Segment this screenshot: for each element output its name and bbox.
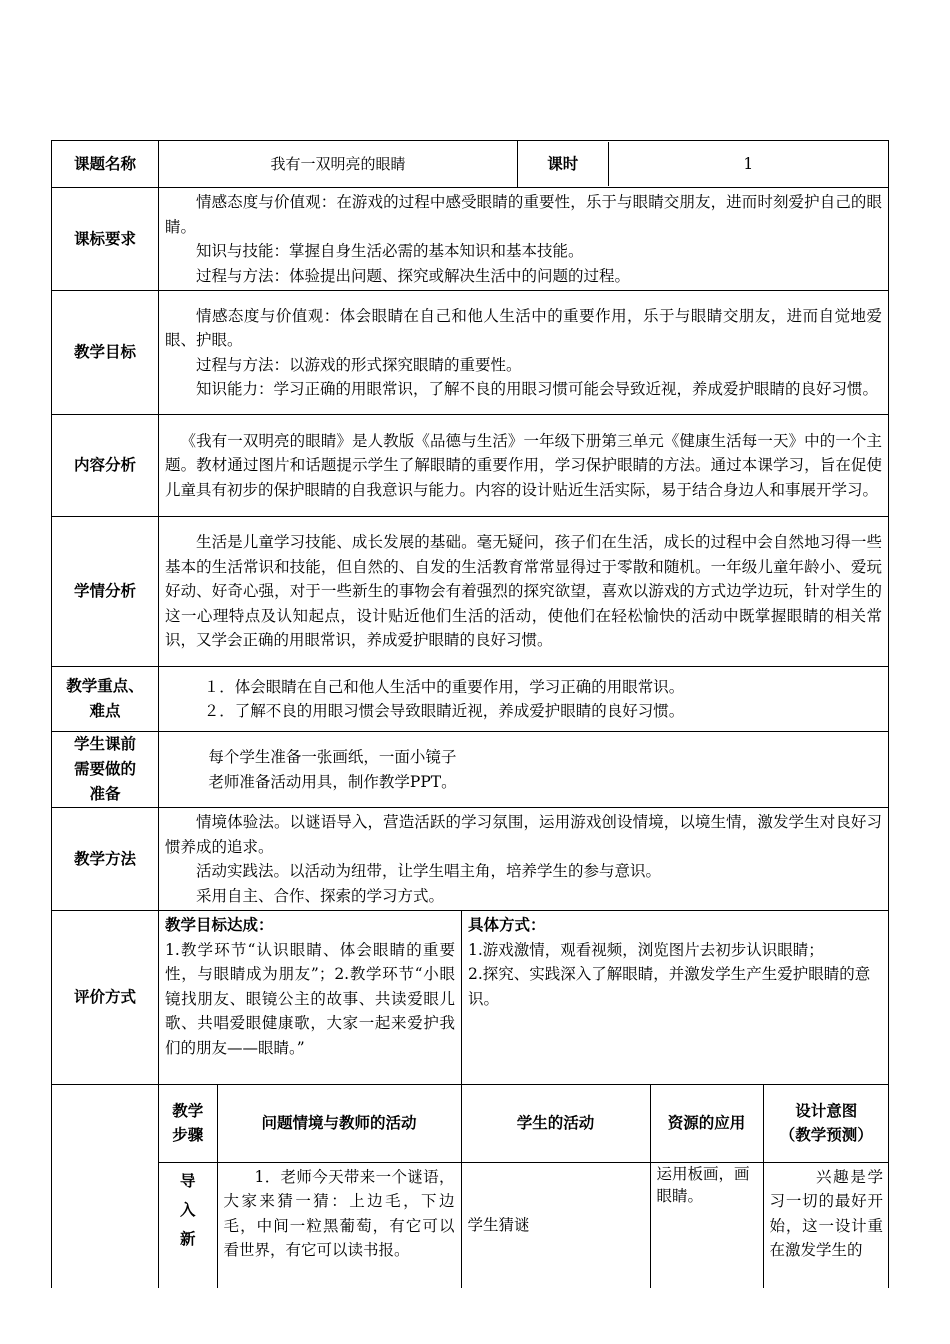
student-analysis-label: 学情分析 (52, 517, 159, 667)
evaluation-right-line: 1.游戏激情，观看视频，浏览图片去初步认识眼睛； (468, 940, 824, 959)
process-row (52, 1085, 889, 1289)
preparation-line: 每个学生准备一张画纸，一面小镜子 (208, 748, 457, 766)
curriculum-line: 过程与方法：体验提出问题、探究或解决生活中的问题的过程。 (196, 266, 631, 285)
curriculum-row (52, 188, 889, 291)
lesson-plan-table (51, 140, 889, 1288)
step-header (159, 1085, 217, 1162)
key-points-label-line: 教学重点、 (66, 677, 144, 695)
period-value: 1 (743, 154, 754, 173)
curriculum-line: 情感态度与价值观：在游戏的过程中感受眼睛的重要性，乐于与眼睛交朋友，进而时刻爱护自己的眼睛。 (165, 193, 883, 236)
preparation-row (52, 732, 889, 808)
step-header-line: 教学 (172, 1101, 204, 1120)
resource-use: 运用板画，画眼睛。 (650, 1162, 763, 1288)
evaluation-right-title: 具体方式： (468, 916, 546, 934)
evaluation-right (462, 911, 889, 1085)
objective-line: 过程与方法：以游戏的形式探究眼睛的重要性。 (196, 355, 522, 374)
preparation-label-line: 学生课前 (73, 735, 136, 753)
methods-label: 教学方法 (52, 808, 159, 911)
preparation-label (52, 732, 159, 808)
method-line: 活动实践法。以活动为纽带，让学生唱主角，培养学生的参与意识。 (196, 862, 662, 880)
topic-label: 课题名称 (52, 141, 159, 188)
step-name: 导 入 新 (159, 1162, 217, 1288)
preparation-text (159, 732, 889, 808)
intent-header (763, 1085, 889, 1162)
objectives-row (52, 291, 889, 415)
evaluation-label: 评价方式 (52, 911, 159, 1085)
methods-row (52, 808, 889, 911)
key-points-row (52, 667, 889, 732)
curriculum-text (159, 188, 889, 291)
preparation-label-line: 需要做的 (73, 760, 136, 778)
topic-row (52, 141, 889, 188)
teacher-header: 问题情境与教师的活动 (217, 1085, 461, 1162)
key-points-label-line: 难点 (89, 702, 121, 720)
intent-header-line: （教学预测） (779, 1126, 873, 1145)
resource-header: 资源的应用 (650, 1085, 763, 1162)
methods-text (159, 808, 889, 911)
key-points-text (159, 667, 889, 732)
evaluation-right-line: 2.探究、实践深入了解眼睛，并激发学生产生爱护眼睛的意识。 (468, 965, 871, 1008)
key-points-label (52, 667, 159, 732)
content-analysis-label: 内容分析 (52, 415, 159, 517)
process-step-row (159, 1162, 889, 1288)
teacher-activity: 1．老师今天带来一个谜语，大家来猜一猜：上边毛，下边毛，中间一粒黑葡萄，有它可以看世界，有它可以读书报。 (223, 1167, 455, 1259)
intent-header-line: 设计意图 (795, 1101, 858, 1120)
objective-line: 情感态度与价值观：体会眼睛在自己和他人生活中的重要作用，乐于与眼睛交朋友，进而自觉地爱眼、护眼。 (165, 306, 883, 349)
student-analysis-row (52, 517, 889, 667)
content-analysis-row (52, 415, 889, 517)
evaluation-left-text: 1.教学环节“认识眼睛、体会眼睛的重要性，与眼睛成为朋友”；2.教学环节“小眼镜找朋友、眼镜公主的故事、共读爱眼儿歌、共唱爱眼健康歌，大家一起来爱护我们的朋友——眼睛。” (165, 940, 455, 1057)
curriculum-line: 知识与技能：掌握自身生活必需的基本知识和基本技能。 (196, 242, 584, 260)
student-activity: 学生猜谜 (461, 1162, 650, 1288)
process-table (159, 1085, 889, 1288)
student-header: 学生的活动 (461, 1085, 650, 1162)
curriculum-label: 课标要求 (52, 188, 159, 291)
design-intent: 兴趣是学习一切的最好开始，这一设计重在激发学生的 (769, 1167, 883, 1259)
objective-line: 知识能力：学习正确的用眼常识，了解不良的用眼习惯可能会导致近视，养成爱护眼睛的良好习惯。 (196, 380, 879, 398)
topic-value: 我有一双明亮的眼睛 (159, 141, 518, 188)
key-point-line: ２．了解不良的用眼习惯会导致眼睛近视，养成爱护眼睛的良好习惯。 (203, 702, 685, 720)
student-analysis-text: 生活是儿童学习技能、成长发展的基础。毫无疑问，孩子们在生活，成长的过程中会自然地习得一些基本的生活常识和技能，但自然的、自发的生活教育常常显得过于零散和随机。一年级儿童年龄小、爱玩好动、好奇心强，对于一些新生的事物会有着强烈的探究欲望，喜欢以游戏的方式边学边玩，针对学生的这一心理特点及认知起点，设计贴近他们生活的活动，使他们在轻松愉快的活动中既掌握眼睛的相关常识，又学会正确的用眼常识，养成爱护眼睛的良好习惯。 (165, 533, 883, 650)
evaluation-left-title: 教学目标达成： (165, 916, 274, 934)
objectives-label: 教学目标 (52, 291, 159, 415)
preparation-label-line: 准备 (89, 785, 121, 803)
content-analysis-text: 《我有一双明亮的眼睛》是人教版《品德与生活》一年级下册第三单元《健康生活每一天》中的一个主题。教材通过图片和话题提示学生了解眼睛的重要作用，学习保护眼睛的方法。通过本课学习，旨在促使儿童具有初步的保护眼睛的自我意识与能力。内容的设计贴近生活实际，易于结合身边人和事展开学习。 (165, 431, 883, 499)
period-label: 课时 (518, 142, 608, 186)
objectives-text (159, 291, 889, 415)
key-point-line: １．体会眼睛在自己和他人生活中的重要作用，学习正确的用眼常识。 (203, 677, 685, 696)
process-header-row (159, 1085, 889, 1162)
evaluation-left (159, 911, 462, 1085)
preparation-line: 老师准备活动用具，制作教学PPT。 (208, 772, 457, 791)
method-line: 采用自主、合作、探索的学习方式。 (196, 886, 445, 905)
evaluation-row (52, 911, 889, 1085)
step-header-line: 步骤 (172, 1126, 204, 1145)
method-line: 情境体验法。以谜语导入，营造活跃的学习氛围，运用游戏创设情境，以境生情，激发学生对良好习惯养成的追求。 (165, 813, 883, 856)
